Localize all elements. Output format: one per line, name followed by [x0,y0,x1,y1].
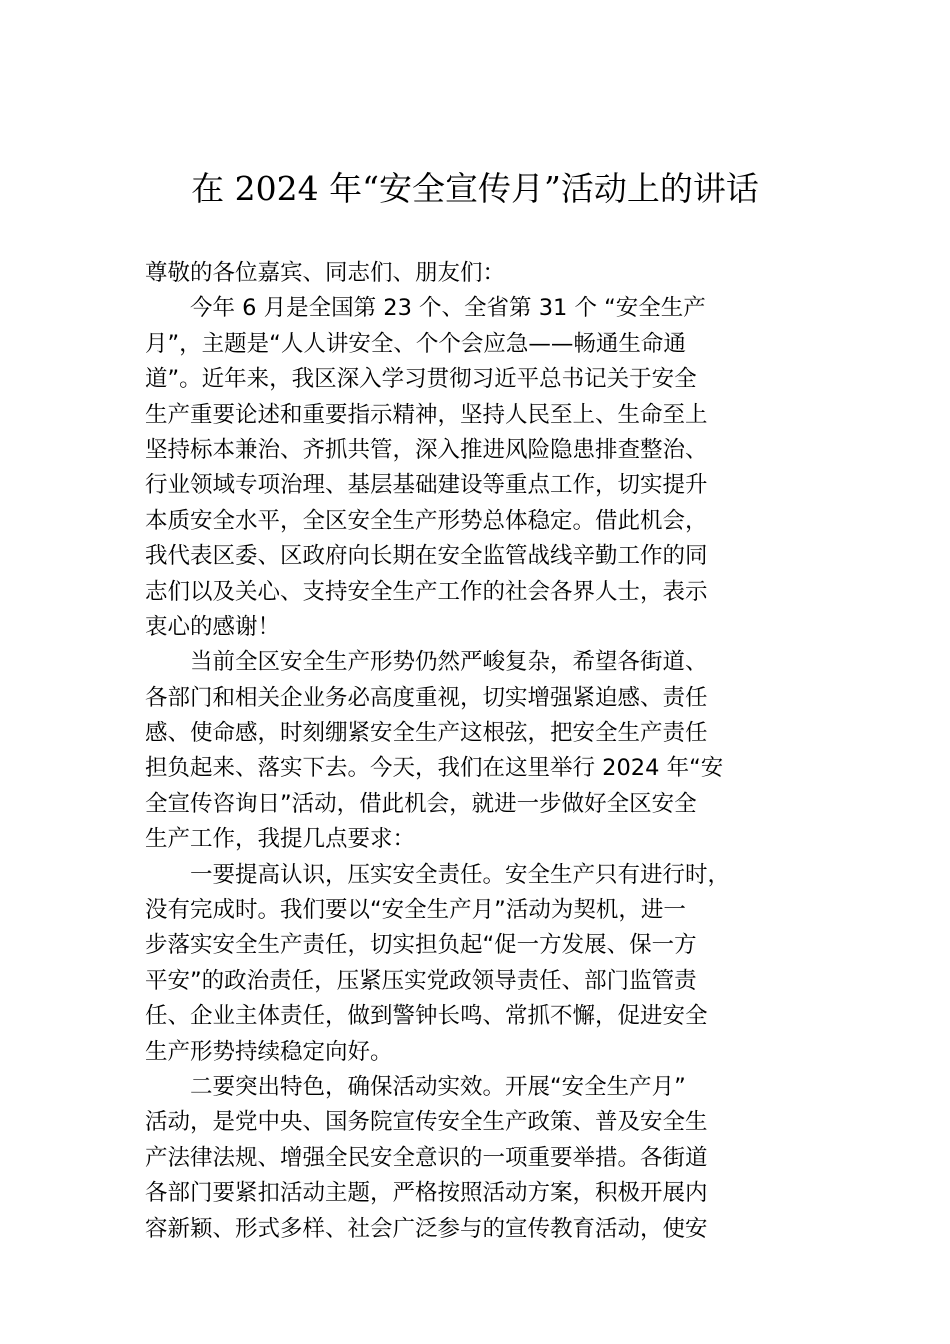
text-line: 产法律法规、增强全民安全意识的一项重要举措。各街道 [145,1144,708,1171]
text-line: 生产重要论述和重要指示精神，坚持人民至上、生命至上 [145,401,708,428]
text-line: 行业领域专项治理、基层基础建设等重点工作，切实提升 [145,472,708,499]
text-line: 本质安全水平，全区安全生产形势总体稳定。借此机会， [145,507,708,534]
text-line: 任、企业主体责任，做到警钟长鸣、常抓不懈，促进安全 [145,1003,708,1030]
text-line: 道”。近年来，我区深入学习贯彻习近平总书记关于安全 [145,366,697,393]
document-title: 在 2024 年“安全宣传月”活动上的讲话 [191,169,759,208]
text-line: 活动，是党中央、国务院宣传安全生产政策、普及安全生 [145,1109,708,1136]
text-line: 今年 6 月是全国第 23 个、全省第 31 个 “安全生产 [145,295,706,322]
text-line: 坚持标本兼治、齐抓共管，深入推进风险隐患排查整治、 [145,436,708,463]
text-line: 全宣传咨询日”活动，借此机会，就进一步做好全区安全 [145,790,697,817]
document-body [145,256,835,1247]
text-line: 月”，主题是“人人讲安全、个个会应急——畅通生命通 [145,330,686,357]
text-line: 容新颖、形式多样、社会广泛参与的宣传教育活动，使安 [145,1215,708,1242]
text-line: 二要突出特色，确保活动实效。开展“安全生产月” [145,1073,686,1100]
text-line: 我代表区委、区政府向长期在安全监管战线辛勤工作的同 [145,543,708,570]
text-line: 衷心的感谢！ [145,613,281,640]
text-line: 感、使命感，时刻绷紧安全生产这根弦，把安全生产责任 [145,720,708,747]
text-line: 生产形势持续稳定向好。 [145,1038,393,1065]
text-line: 尊敬的各位嘉宾、同志们、朋友们： [145,260,506,286]
text-line: 步落实安全生产责任，切实担负起“促一方发展、保一方 [145,932,697,959]
text-line: 平安”的政治责任，压紧压实党政领导责任、部门监管责 [145,967,697,994]
text-line: 一要提高认识，压实安全责任。安全生产只有进行时， [145,861,731,888]
text-line: 各部门和相关企业务必高度重视，切实增强紧迫感、责任 [145,684,708,711]
text-line: 没有完成时。我们要以“安全生产月”活动为契机，进一 [145,897,686,924]
text-line: 担负起来、落实下去。今天，我们在这里举行 2024 年“安 [145,755,724,782]
text-line: 各部门要紧扣活动主题，严格按照活动方案，积极开展内 [145,1180,708,1207]
text-line: 生产工作，我提几点要求： [145,826,416,853]
text-line: 当前全区安全生产形势仍然严峻复杂，希望各街道、 [145,649,708,676]
text-line: 志们以及关心、支持安全生产工作的社会各界人士，表示 [145,578,708,605]
